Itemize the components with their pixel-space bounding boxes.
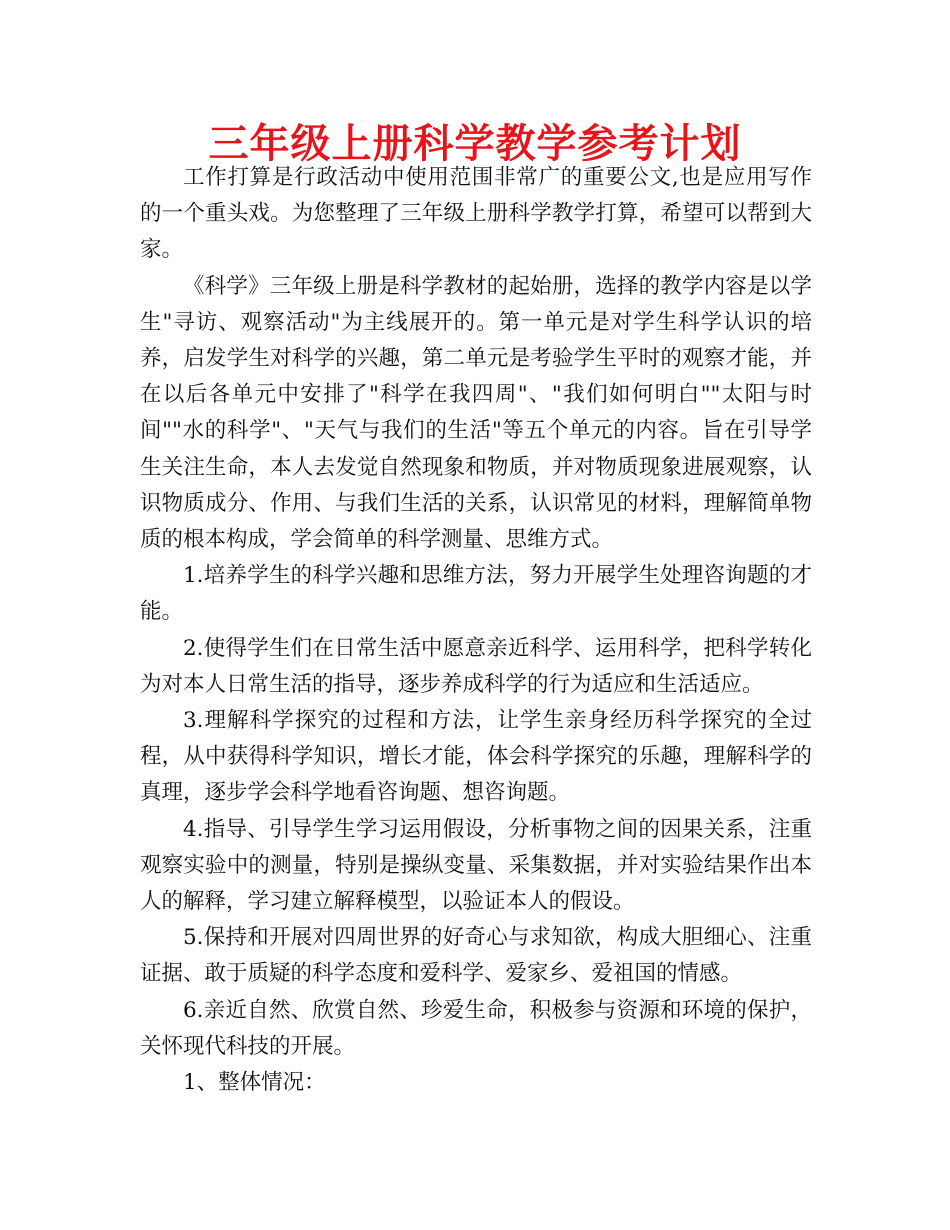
paragraph-goal-5: 5.保持和开展对四周世界的好奇心与求知欲，构成大胆细心、注重证据、敢于质疑的科学态度和爱科学、爱家乡、爱祖国的情感。 (140, 925, 812, 987)
paragraph-goal-3: 3.理解科学探究的过程和方法，让学生亲身经历科学探究的全过程，从中获得科学知识，增长才能，体会科学探究的乐趣，理解科学的真理，逐步学会科学地看咨询题、想咨询题。 (140, 708, 812, 806)
paragraph-overview: 《科学》三年级上册是科学教材的起始册，选择的教学内容是以学生"寻访、观察活动"为主线展开的。第一单元是对学生科学认识的培养，启发学生对科学的兴趣，第二单元是考验学生平时的观察才能，并在以后各单元中安排了"科学在我四周"、"我们如何明白""太阳与时间""水的科学"、"天气与我们的生活"等五个单元的内容。旨在引导学生关注生命，本人去发觉自然现象和物质，并对物质现象进展观察，认识物质成分、作用、与我们生活的关系，认识常见的材料，理解简单物质的根本构成，学会简单的科学测量、思维方式。 (140, 273, 812, 553)
paragraph-goal-1: 1.培养学生的科学兴趣和思维方法，努力开展学生处理咨询题的才能。 (140, 563, 812, 625)
paragraph-intro: 工作打算是行政活动中使用范围非常广的重要公文,也是应用写作的一个重头戏。为您整理了三年级上册科学教学打算，希望可以帮到大家。 (140, 165, 812, 263)
paragraph-goal-6: 6.亲近自然、欣赏自然、珍爱生命，积极参与资源和环境的保护，关怀现代科技的开展。 (140, 997, 812, 1059)
paragraph-goal-4: 4.指导、引导学生学习运用假设，分析事物之间的因果关系，注重观察实验中的测量，特别是操纵变量、采集数据，并对实验结果作出本人的解释，学习建立解释模型，以验证本人的假设。 (140, 816, 812, 915)
document-body (140, 160, 812, 1101)
document-title: 三年级上册科学教学参考计划 (208, 121, 742, 167)
paragraph-goal-2: 2.使得学生们在日常生活中愿意亲近科学、运用科学，把科学转化为对本人日常生活的指导，逐步养成科学的行为适应和生活适应。 (140, 635, 812, 697)
section-heading: 1、整体情况： (183, 1070, 326, 1096)
